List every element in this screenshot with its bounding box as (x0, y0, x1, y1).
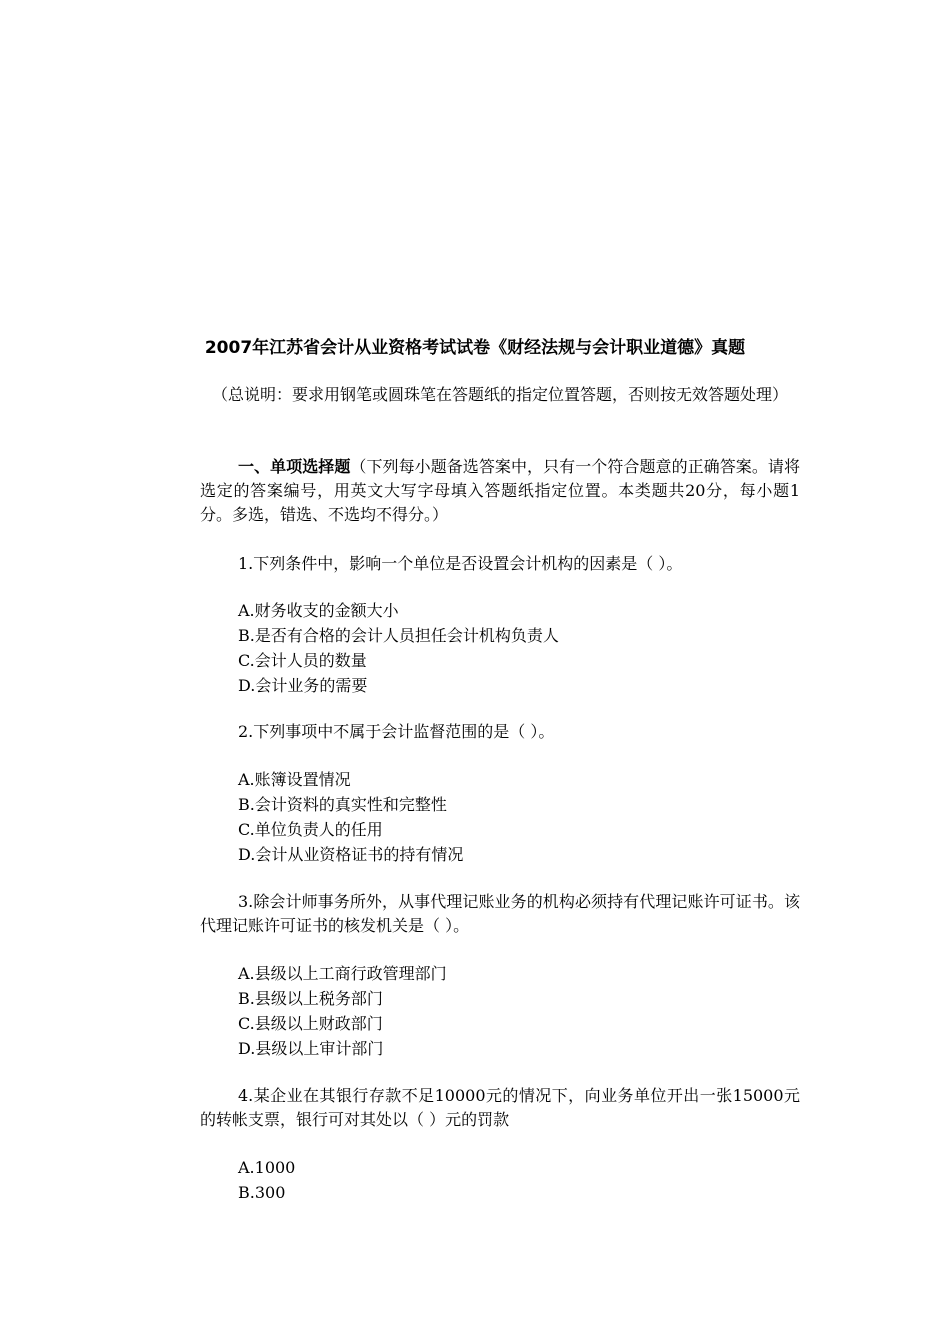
question-3-option-d: D.县级以上审计部门 (238, 1039, 384, 1058)
section-instructions: （下列每小题备选答案中，只有一个符合题意的正确答案。请将选定的答案编号，用英文大写字母填入答题纸指定位置。本类题共20分，每小题1分。多选，错选、不选均不得分。） (200, 457, 800, 524)
question-4-option-b: B.300 (238, 1183, 286, 1202)
question-1-stem: 1.下列条件中，影响一个单位是否设置会计机构的因素是（ ）。 (238, 554, 683, 573)
question-2-option-d: D.会计从业资格证书的持有情况 (238, 845, 464, 864)
section-intro (200, 455, 800, 527)
question-4-option-a: A.1000 (238, 1158, 296, 1177)
question-2-stem: 2.下列事项中不属于会计监督范围的是（ ）。 (238, 722, 555, 741)
question-3-options (238, 961, 447, 1061)
question-2-option-b: B.会计资料的真实性和完整性 (238, 795, 447, 814)
general-note: （总说明：要求用钢笔或圆珠笔在答题纸的指定位置答题，否则按无效答题处理） (211, 385, 788, 404)
question-4-stem: 4.某企业在其银行存款不足10000元的情况下，向业务单位开出一张15000元的转帐支票，银行可对其处以（ ）元的罚款 (200, 1086, 800, 1129)
document-title: 2007年江苏省会计从业资格考试试卷《财经法规与会计职业道德》真题 (204, 338, 746, 358)
question-3-stem: 3.除会计师事务所外，从事代理记账业务的机构必须持有代理记账许可证书。该代理记账许可证书的核发机关是（ ）。 (200, 892, 800, 935)
question-3-option-b: B.县级以上税务部门 (238, 989, 383, 1008)
question-1-option-c: C.会计人员的数量 (238, 651, 367, 670)
question-2-options (238, 767, 463, 867)
question-1-option-d: D.会计业务的需要 (238, 676, 368, 695)
question-2-option-a: A.账簿设置情况 (238, 770, 351, 789)
question-3-option-c: C.县级以上财政部门 (238, 1014, 383, 1033)
question-3-option-a: A.县级以上工商行政管理部门 (238, 964, 447, 983)
question-1-options (238, 598, 559, 698)
question-1-option-a: A.财务收支的金额大小 (238, 601, 399, 620)
question-4-options (238, 1155, 295, 1205)
question-2-option-c: C.单位负责人的任用 (238, 820, 383, 839)
section-heading: 一、单项选择题 (238, 457, 351, 476)
question-1-option-b: B.是否有合格的会计人员担任会计机构负责人 (238, 626, 559, 645)
